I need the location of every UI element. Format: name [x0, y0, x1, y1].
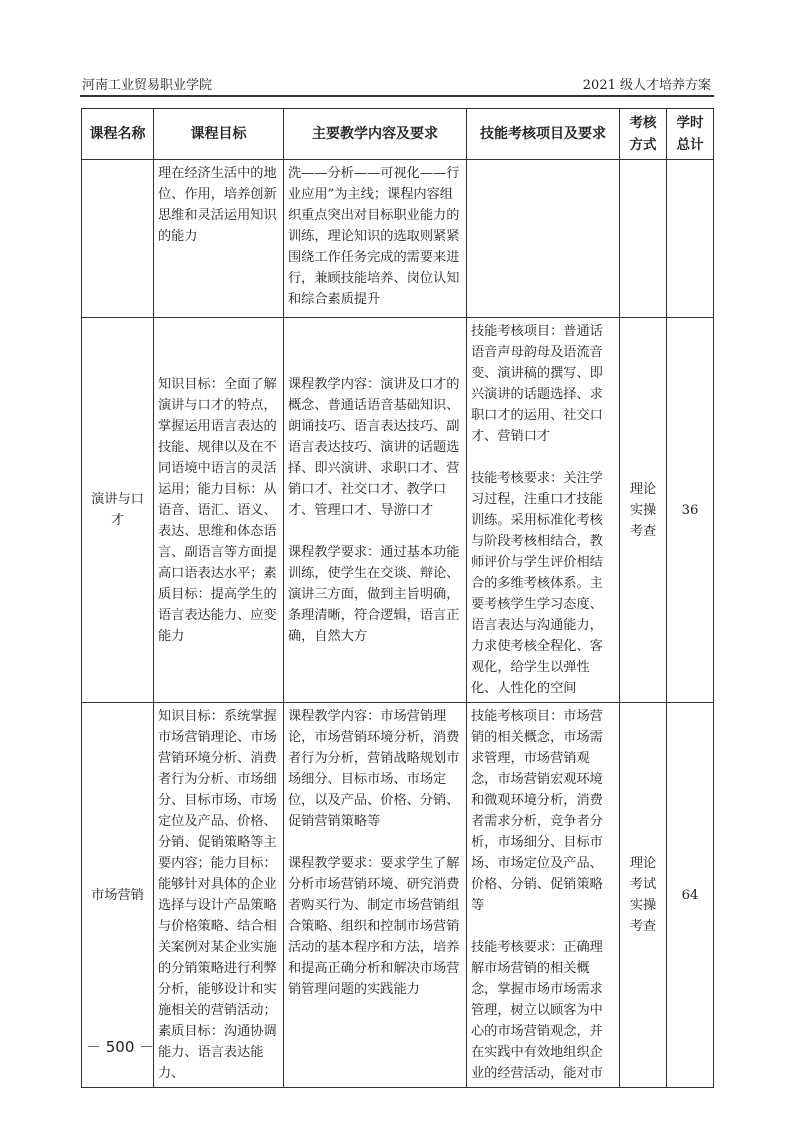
requirements-text: 课程教学要求：通过基本功能训练，使学生在交谈、辩论、演讲三方面，做到主旨明确，条理清晰，符合逻辑，语言正确，自然大方 — [288, 544, 460, 644]
col-header-assessment-method: 考核 方式 — [620, 109, 667, 160]
skills-cell — [467, 160, 620, 318]
table-header-row — [82, 109, 714, 160]
document-title: 2021 级人才培养方案 — [582, 78, 711, 93]
requirements-text: 课程教学要求：要求学生了解分析市场营销环境、研究消费者购买行为、制定市场营销组合策略、组织和控制市场营销活动的基本程序和方法，培养和提高正确分析和解决市场营销管理问题的实践能力 — [288, 856, 460, 997]
course-name-cell — [82, 160, 154, 318]
skills-cell — [467, 703, 620, 1088]
total-hours-cell — [667, 160, 714, 318]
content-cell — [284, 703, 467, 1088]
content-cell — [284, 160, 467, 318]
assessment-method-cell: 理论 实操 考查 — [620, 318, 667, 703]
course-goal-cell: 知识目标：全面了解演讲与口才的特点，掌握运用语言表达的技能、规律以及在不同语境中语言的灵活运用；能力目标：从语音、语汇、语义、表达、思维和体态语言、副语言等方面提高口语表达水平；素质目标：提高学生的语言表达能力、应变能力 — [154, 318, 284, 703]
skill-items-text: 技能考核项目：市场营销的相关概念，市场需求管理，市场营销观念，市场营销宏观环境和微观环境分析，消费者需求分析，竞争者分析，市场细分、目标市场、市场定位及产品、价格、分销、促销策略等 — [471, 709, 603, 913]
table-row — [82, 703, 714, 1088]
assessment-method-cell — [620, 160, 667, 318]
course-name-cell: 市场营销 — [82, 703, 154, 1088]
total-hours-cell: 64 — [667, 703, 714, 1088]
curriculum-table — [81, 108, 714, 1088]
col-header-course-name: 课程名称 — [82, 109, 154, 160]
course-goal-cell: 知识目标：系统掌握市场营销理论、市场营销环境分析、消费者行为分析、市场细分、目标市场、市场定位及产品、价格、分销、促销策略等主要内容；能力目标：能够针对具体的企业选择与设计产品策略与价格策略、结合相关案例对某企业实施的分销策略进行利弊分析，能够设计和实施相关的营销活动；素质目标：沟通协调能力、语言表达能力、 — [154, 703, 284, 1088]
col-header-content: 主要教学内容及要求 — [284, 109, 467, 160]
assessment-method-cell: 理论 考试 实操 考查 — [620, 703, 667, 1088]
col-header-total-hours: 学时 总计 — [667, 109, 714, 160]
course-goal-cell: 理在经济生活中的地位、作用，培养创新思维和灵活运用知识的能力 — [154, 160, 284, 318]
skill-items-text: 技能考核项目：普通话语音声母韵母及语流音变、演讲稿的撰写、即兴演讲的话题选择、求职口才的运用、社交口才、营销口才 — [471, 324, 603, 444]
table-row — [82, 160, 714, 318]
content-cell — [284, 318, 467, 703]
content-text: 洗——分析——可视化——行业应用”为主线；课程内容组织重点突出对目标职业能力的训练，理论知识的选取则紧紧围绕工作任务完成的需要来进行，兼顾技能培养、岗位认知和综合素质提升 — [288, 166, 460, 307]
content-text: 课程教学内容：市场营销理论，市场营销环境分析，消费者行为分析，营销战略规划市场细分、目标市场、市场定位，以及产品、价格、分销、促销营销策略等 — [288, 709, 460, 829]
skill-requirements-text: 技能考核要求：关注学习过程，注重口才技能训练。采用标准化考核与阶段考核相结合，教师评价与学生评价相结合的多维考核体系。主要考核学生学习态度、语言表达与沟通能力，力求使考核全程化、客观化，给学生以弹性化、人性化的空间 — [471, 471, 603, 696]
page-number: － 500 － — [86, 1038, 155, 1056]
content-text: 课程教学内容：演讲及口才的概念、普通话语音基础知识、朗诵技巧、语言表达技巧、副语言表达技巧、演讲的话题选择、即兴演讲、求职口才、营销口才、社交口才、教学口才、管理口才、导游口才 — [288, 376, 460, 518]
header-rule — [80, 95, 714, 97]
institution-name: 河南工业贸易职业学院 — [82, 78, 213, 93]
table-row — [82, 318, 714, 703]
total-hours-cell: 36 — [667, 318, 714, 703]
col-header-skills: 技能考核项目及要求 — [467, 109, 620, 160]
col-header-course-goal: 课程目标 — [154, 109, 284, 160]
course-name-cell: 演讲与口才 — [82, 318, 154, 703]
skill-requirements-text: 技能考核要求：正确理解市场营销的相关概念，掌握市场市场需求管理，树立以顾客为中心的市场营销观念，并在实践中有效地组织企业的经营活动，能对市 — [471, 940, 603, 1081]
skills-cell — [467, 318, 620, 703]
